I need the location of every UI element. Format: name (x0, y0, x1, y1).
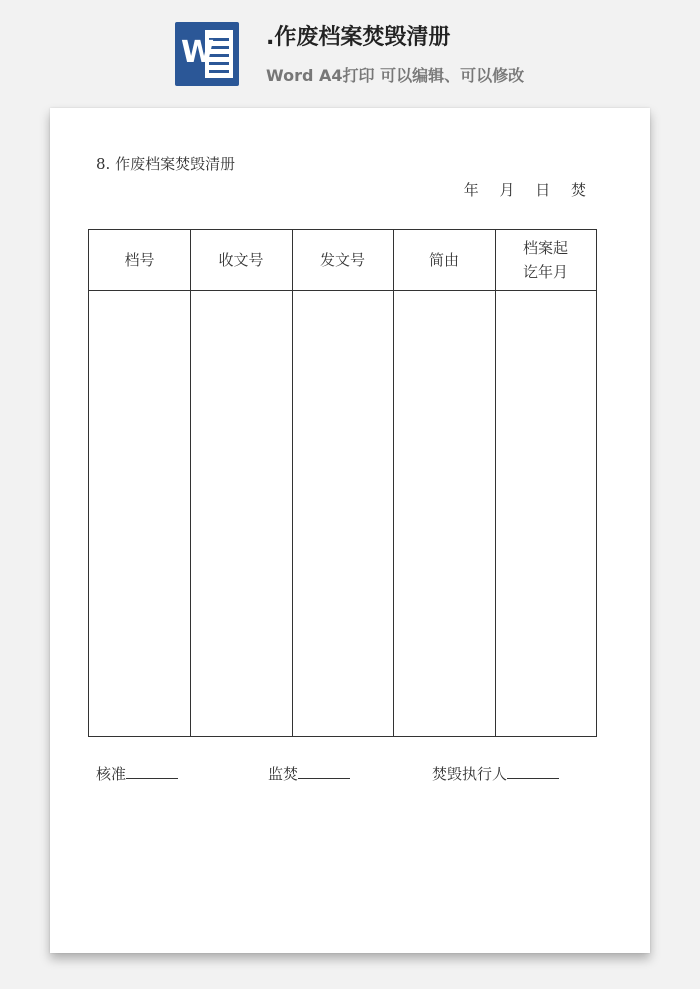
column-header-received-no: 收文号 (218, 251, 264, 269)
column-divider (393, 230, 394, 736)
column-divider (292, 230, 293, 736)
column-divider (495, 230, 496, 736)
signature-label: 焚毁执行人 (432, 765, 508, 783)
signature-label: 核准 (96, 765, 127, 783)
column-header-archive-period: 档案起 讫年月 (522, 239, 568, 281)
signature-executor (432, 760, 559, 787)
signature-row (96, 760, 616, 786)
page-header (0, 0, 700, 100)
page-title: .作废档案焚毁清册 (266, 25, 451, 50)
date-line: 年 月 日 焚 (463, 181, 594, 199)
header-divider (89, 290, 596, 291)
column-header-archive-no: 档号 (124, 251, 155, 269)
word-icon-letter: W (181, 35, 215, 70)
document-title: 8. 作废档案焚毁清册 (96, 155, 236, 173)
column-divider (190, 230, 191, 736)
signature-blank (126, 760, 178, 779)
signature-supervise (268, 760, 350, 787)
signature-blank (507, 760, 559, 779)
signature-blank (298, 760, 350, 779)
register-table (88, 229, 597, 737)
column-header-sent-no: 发文号 (319, 251, 365, 269)
column-header-summary: 简由 (428, 251, 459, 269)
signature-label: 监焚 (268, 765, 299, 783)
document-page (50, 108, 650, 953)
signature-approve (96, 760, 178, 787)
word-icon (175, 22, 239, 86)
page-subtitle: Word A4打印 可以编辑、可以修改 (266, 66, 525, 85)
